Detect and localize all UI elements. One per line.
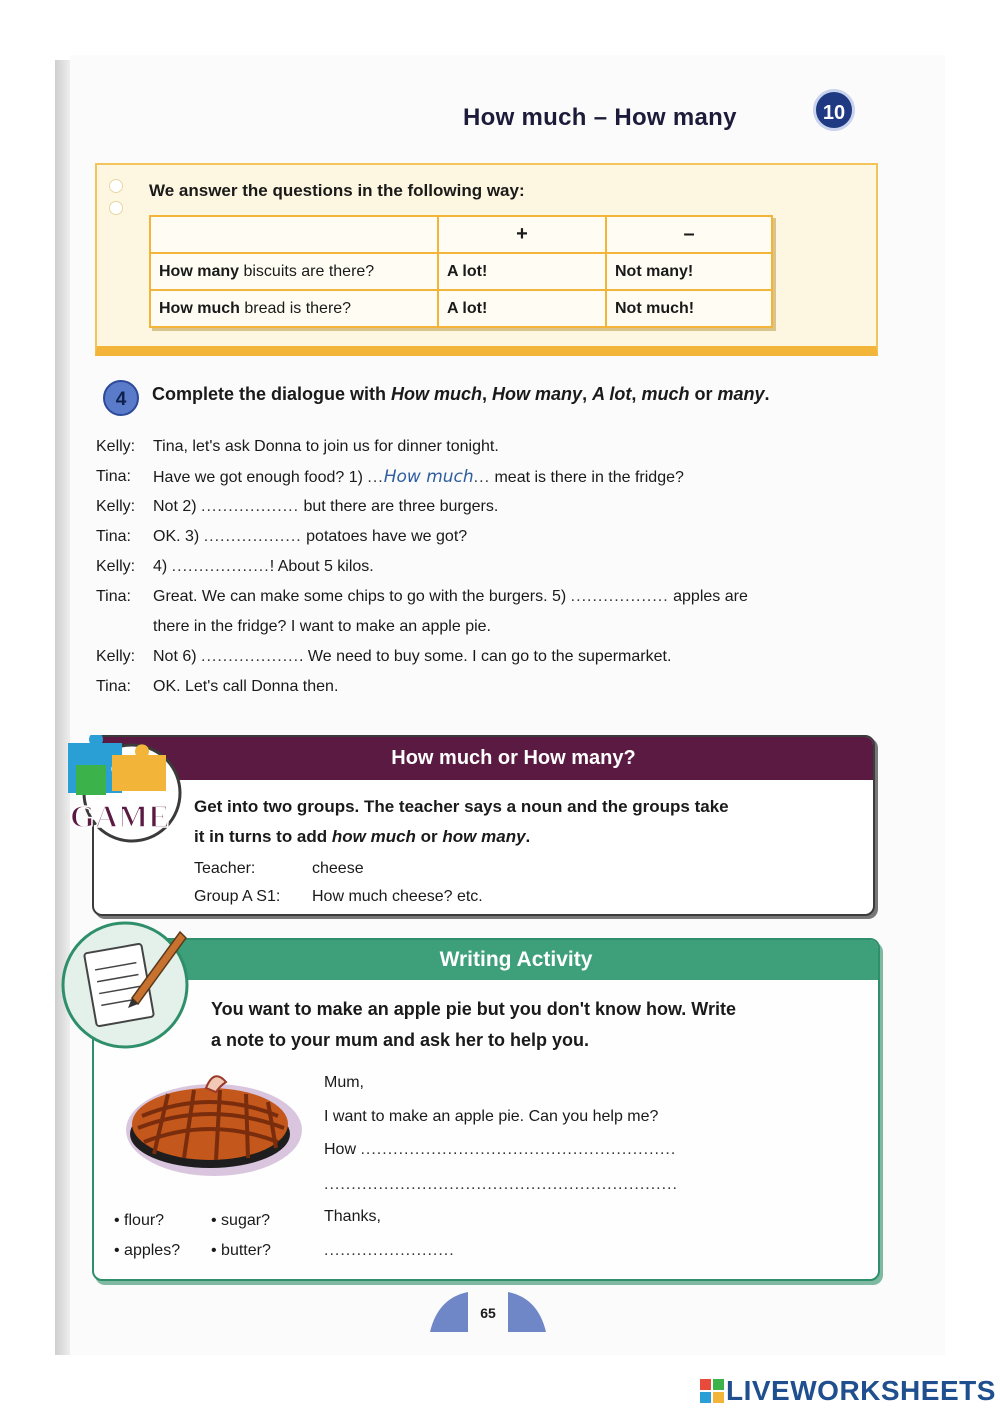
writing-instruction-line: You want to make an apple pie but you don't know how. Write (211, 999, 736, 1019)
answer-field-5[interactable]: .................. (570, 588, 669, 605)
unit-number-badge: 10 (813, 89, 855, 131)
table-header-cell (150, 216, 438, 253)
example-row (194, 883, 483, 911)
example-row (194, 855, 483, 883)
speaker-label: Tina: (96, 528, 131, 545)
table-cell-question (150, 290, 438, 327)
instr-part: , (631, 384, 642, 404)
instr-part: much (641, 384, 690, 404)
apple-pie-icon (118, 1068, 304, 1178)
table-row (150, 290, 772, 327)
instr-part: or (689, 384, 718, 404)
speaker-label: Kelly: (96, 648, 136, 665)
answer-field-3[interactable]: .................. (203, 528, 302, 545)
dialogue-text: OK. Let's call Donna then. (153, 678, 339, 695)
instr-part: , (582, 384, 593, 404)
page-title: How much – How many (463, 104, 737, 131)
speaker-label: Tina: (96, 588, 131, 605)
game-title: How much or How many? (391, 747, 636, 769)
table-cell-question (150, 253, 438, 290)
gap-dots: ... (367, 469, 384, 486)
game-instruction-line (194, 822, 854, 852)
dialogue-text: Tina, let's ask Donna to join us for dinner tonight. (153, 438, 499, 455)
liveworksheets-logo-icon (700, 1379, 724, 1403)
text-before-gap: 4) (153, 558, 172, 575)
example-speaker: Group A S1: (194, 888, 281, 905)
instr-part: , (482, 384, 493, 404)
text-after-gap: . We need to buy some. I can go to the supermarket. (299, 648, 672, 665)
speaker-label: Kelly: (96, 438, 136, 455)
speaker-label: Kelly: (96, 558, 136, 575)
dialogue-text (153, 527, 467, 547)
answer-field-4[interactable]: .................. (171, 558, 270, 575)
speaker-label: Kelly: (96, 498, 136, 515)
exercise-number-badge: 4 (103, 380, 139, 416)
dialogue-text (153, 587, 748, 607)
note-dots: ................................................................. (324, 1176, 678, 1193)
bullet-dot-icon (109, 179, 123, 193)
question-rest: bread is there? (239, 299, 352, 317)
instr-part: how much (331, 827, 416, 846)
game-instruction (194, 792, 854, 852)
text-after-gap: apples are (668, 588, 748, 605)
dialogue-text (153, 557, 374, 577)
instr-part: How many (492, 384, 583, 404)
example-text: cheese (312, 860, 364, 877)
bullet-dot-icon (109, 201, 123, 215)
text-after-gap: meat is there in the fridge? (490, 469, 684, 486)
note-signature-field[interactable] (324, 1242, 455, 1260)
dialogue-text (153, 467, 684, 488)
table-header-plus: + (438, 216, 606, 253)
list-item: • sugar? (211, 1212, 270, 1229)
text-after-gap: potatoes have we got? (301, 528, 468, 545)
table-cell-minus: Not much! (606, 290, 772, 327)
table-header-minus: – (606, 216, 772, 253)
instr-part: . (764, 384, 770, 404)
instr-part: it in turns to add (194, 827, 332, 846)
speaker-label: Tina: (96, 468, 131, 485)
speaker-label: Tina: (96, 678, 131, 695)
note-thanks: Thanks, (324, 1208, 381, 1225)
answer-field-2[interactable]: .................. (201, 498, 300, 515)
note-how: How (324, 1141, 357, 1158)
game-example (194, 855, 483, 911)
instr-part: how many (442, 827, 526, 846)
note-dots: ........................ (324, 1242, 455, 1259)
writing-title: Writing Activity (439, 948, 593, 971)
table-row (150, 253, 772, 290)
list-item: • butter? (211, 1242, 271, 1259)
list-item: • apples? (114, 1242, 181, 1259)
answer-field-1[interactable]: How much (383, 467, 474, 487)
table-cell-plus: A lot! (438, 290, 606, 327)
dialogue-text: there in the fridge? I want to make an apple pie. (153, 618, 491, 635)
note-answer-field[interactable]: .......................................................... (360, 1141, 677, 1158)
table-cell-plus: A lot! (438, 253, 606, 290)
question-keyword: How much (159, 299, 240, 317)
brand-name: LIVEWORKSHEETS (726, 1375, 996, 1406)
text-after-gap: ! About 5 kilos. (269, 558, 374, 575)
example-speaker: Teacher: (194, 860, 256, 877)
game-box (92, 735, 875, 916)
writing-instruction (211, 994, 851, 1056)
notepad-pencil-icon (58, 918, 192, 1052)
instr-part: or (415, 827, 443, 846)
text-before-gap: OK. 3) (153, 528, 204, 545)
table-header-row (150, 216, 772, 253)
exercise-instruction (152, 384, 770, 405)
question-keyword: How many (159, 262, 240, 280)
instr-part: How much (391, 384, 483, 404)
dialogue-text (153, 497, 498, 517)
note-line: I want to make an apple pie. Can you help me? (324, 1108, 659, 1125)
example-text: How much cheese? etc. (312, 888, 483, 905)
note-how-line (324, 1141, 676, 1159)
text-before-gap: Great. We can make some chips to go with the burgers. 5) (153, 588, 571, 605)
page-number: 65 (480, 1305, 496, 1321)
text-before-gap: Not 6) (153, 648, 202, 665)
instr-part: . (525, 827, 531, 846)
table-cell-minus: Not many! (606, 253, 772, 290)
game-puzzle-icon (62, 735, 186, 845)
game-instruction-line: Get into two groups. The teacher says a noun and the groups take (194, 797, 729, 816)
list-item: • flour? (114, 1212, 165, 1229)
writing-instruction-line: a note to your mum and ask her to help you. (211, 1030, 590, 1050)
grammar-intro: We answer the questions in the following way: (149, 181, 525, 200)
grammar-table (149, 215, 773, 328)
gap-dots: ... (473, 469, 491, 486)
brand-logo (700, 1375, 996, 1407)
note-greeting: Mum, (324, 1074, 364, 1091)
grammar-box (95, 163, 878, 356)
answer-field-6[interactable]: .................. (201, 648, 300, 665)
game-badge-text: GAME (70, 798, 170, 834)
text-before-gap: Not 2) (153, 498, 202, 515)
text-after-gap: but there are three burgers. (299, 498, 499, 515)
instr-part: many (717, 384, 765, 404)
instr-part: A lot (592, 384, 632, 404)
instr-part: Complete the dialogue with (152, 384, 392, 404)
dialogue-text (153, 647, 671, 667)
text-before-gap: Have we got enough food? 1) (153, 469, 368, 486)
question-rest: biscuits are there? (239, 262, 375, 280)
note-answer-field-2[interactable] (324, 1176, 678, 1194)
page-number-tabs (430, 1292, 546, 1332)
